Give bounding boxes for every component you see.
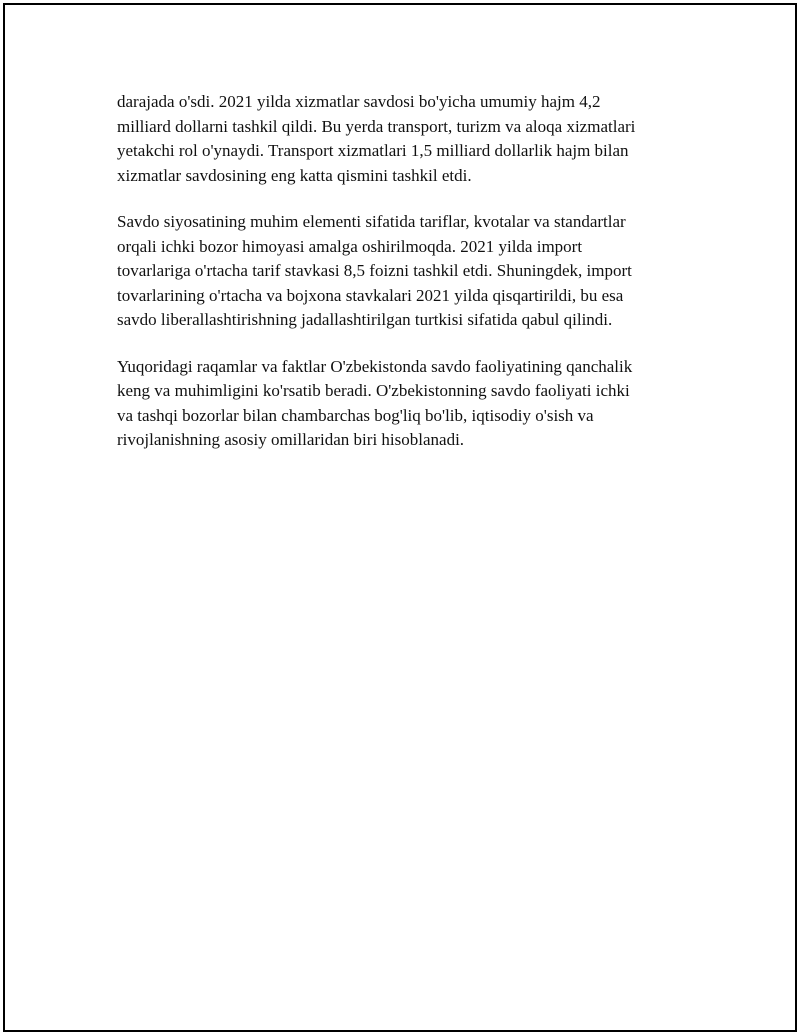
document-body xyxy=(117,90,687,475)
paragraph: Savdo siyosatining muhim elementi sifatida tariflar, kvotalar va standartlar orqali ichki bozor himoyasi amalga oshirilmoqda. 2021 yilda import tovarlariga o'rtacha tarif stavkasi 8,5 foizni tashkil etdi. Shuningdek, import tovarlarining o'rtacha va bojxona stavkalari 2021 yilda qisqartirildi, bu esa savdo liberallashtirishning jadallashtirilgan turtkisi sifatida qabul qilindi. xyxy=(117,212,632,329)
paragraph: Yuqoridagi raqamlar va faktlar O'zbekistonda savdo faoliyatining qanchalik keng va muhimligini ko'rsatib beradi. O'zbekistonning savdo faoliyati ichki va tashqi bozorlar bilan chambarchas bog'liq bo'lib, iqtisodiy o'sish va rivojlanishning asosiy omillaridan biri hisoblanadi. xyxy=(117,356,633,449)
paragraph: darajada o'sdi. 2021 yilda xizmatlar savdosi bo'yicha umumiy hajm 4,2 milliard dollarni tashkil qildi. Bu yerda transport, turizm va aloqa xizmatlari yetakchi rol o'ynaydi. Transport xizmatlari 1,5 milliard dollarlik hajm bilan xizmatlar savdosining eng katta qismini tashkil etdi. xyxy=(117,92,636,185)
